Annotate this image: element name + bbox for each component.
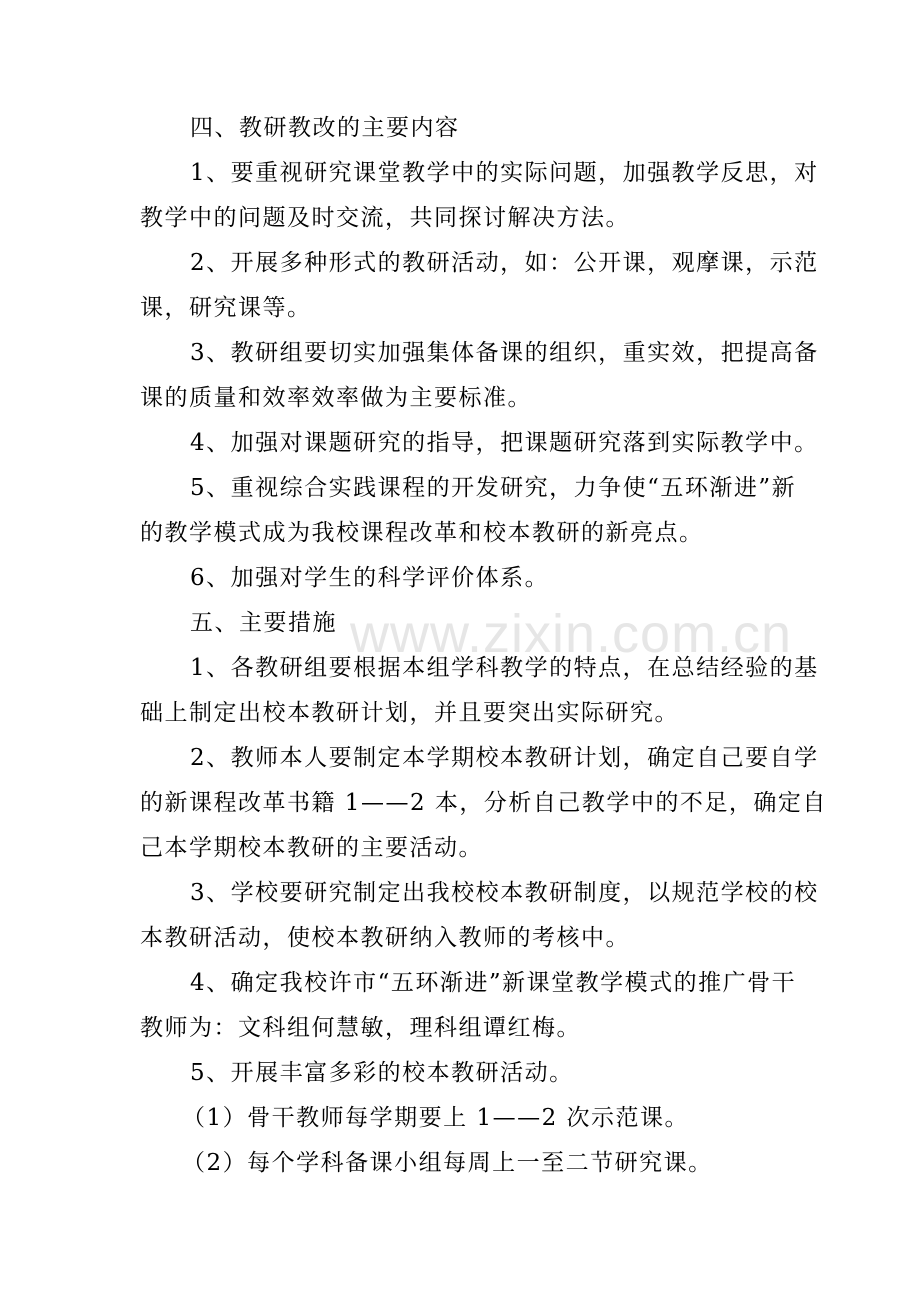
paragraph-line: 础上制定出校本教研计划，并且要突出实际研究。	[140, 700, 679, 726]
paragraph-line: 的教学模式成为我校课程改革和校本教研的新亮点。	[140, 520, 704, 546]
paragraph-line: 3、教研组要切实加强集体备课的组织，重实效，把提高备	[190, 340, 819, 366]
paragraph-line: 教师为：文科组何慧敏，理科组谭红梅。	[140, 1015, 581, 1041]
paragraph-line: 1、要重视研究课堂教学中的实际问题，加强教学反思，对	[190, 160, 819, 186]
paragraph-line: 教学中的问题及时交流，共同探讨解决方法。	[140, 205, 630, 231]
paragraph-line: 2、教师本人要制定本学期校本教研计划，确定自己要自学	[190, 745, 819, 771]
paragraph-line: 本教研活动，使校本教研纳入教师的考核中。	[140, 925, 630, 951]
paragraph-line: 4、加强对课题研究的指导，把课题研究落到实际教学中。	[190, 430, 819, 456]
paragraph-line: 3、学校要研究制定出我校校本教研制度，以规范学校的校	[190, 880, 819, 906]
paragraph-line: 6、加强对学生的科学评价体系。	[190, 565, 550, 591]
paragraph-line: 2、开展多种形式的教研活动，如：公开课，观摩课，示范	[190, 250, 819, 276]
paragraph-line: 5、开展丰富多彩的校本教研活动。	[190, 1060, 574, 1086]
sub-item-line: （2）每个学科备课小组每周上一至二节研究课。	[182, 1150, 713, 1176]
paragraph-line: 的新课程改革书籍 1——2 本，分析自己教学中的不足，确定自	[140, 790, 827, 816]
paragraph-line: 5、重视综合实践课程的开发研究，力争使“五环渐进”新	[190, 475, 797, 501]
paragraph-line: 1、各教研组要根据本组学科教学的特点，在总结经验的基	[190, 655, 819, 681]
section-4-heading: 四、教研教改的主要内容	[190, 115, 460, 141]
section-5-heading: 五、主要措施	[190, 610, 337, 636]
paragraph-line: 课，研究课等。	[140, 295, 312, 321]
watermark: www.zixin.com.cn	[350, 604, 793, 664]
paragraph-line: 4、确定我校许市“五环渐进”新课堂教学模式的推广骨干	[190, 970, 797, 996]
paragraph-line: 己本学期校本教研的主要活动。	[140, 835, 483, 861]
sub-item-line: （1）骨干教师每学期要上 1——2 次示范课。	[182, 1105, 690, 1131]
paragraph-line: 课的质量和效率效率做为主要标准。	[140, 385, 532, 411]
